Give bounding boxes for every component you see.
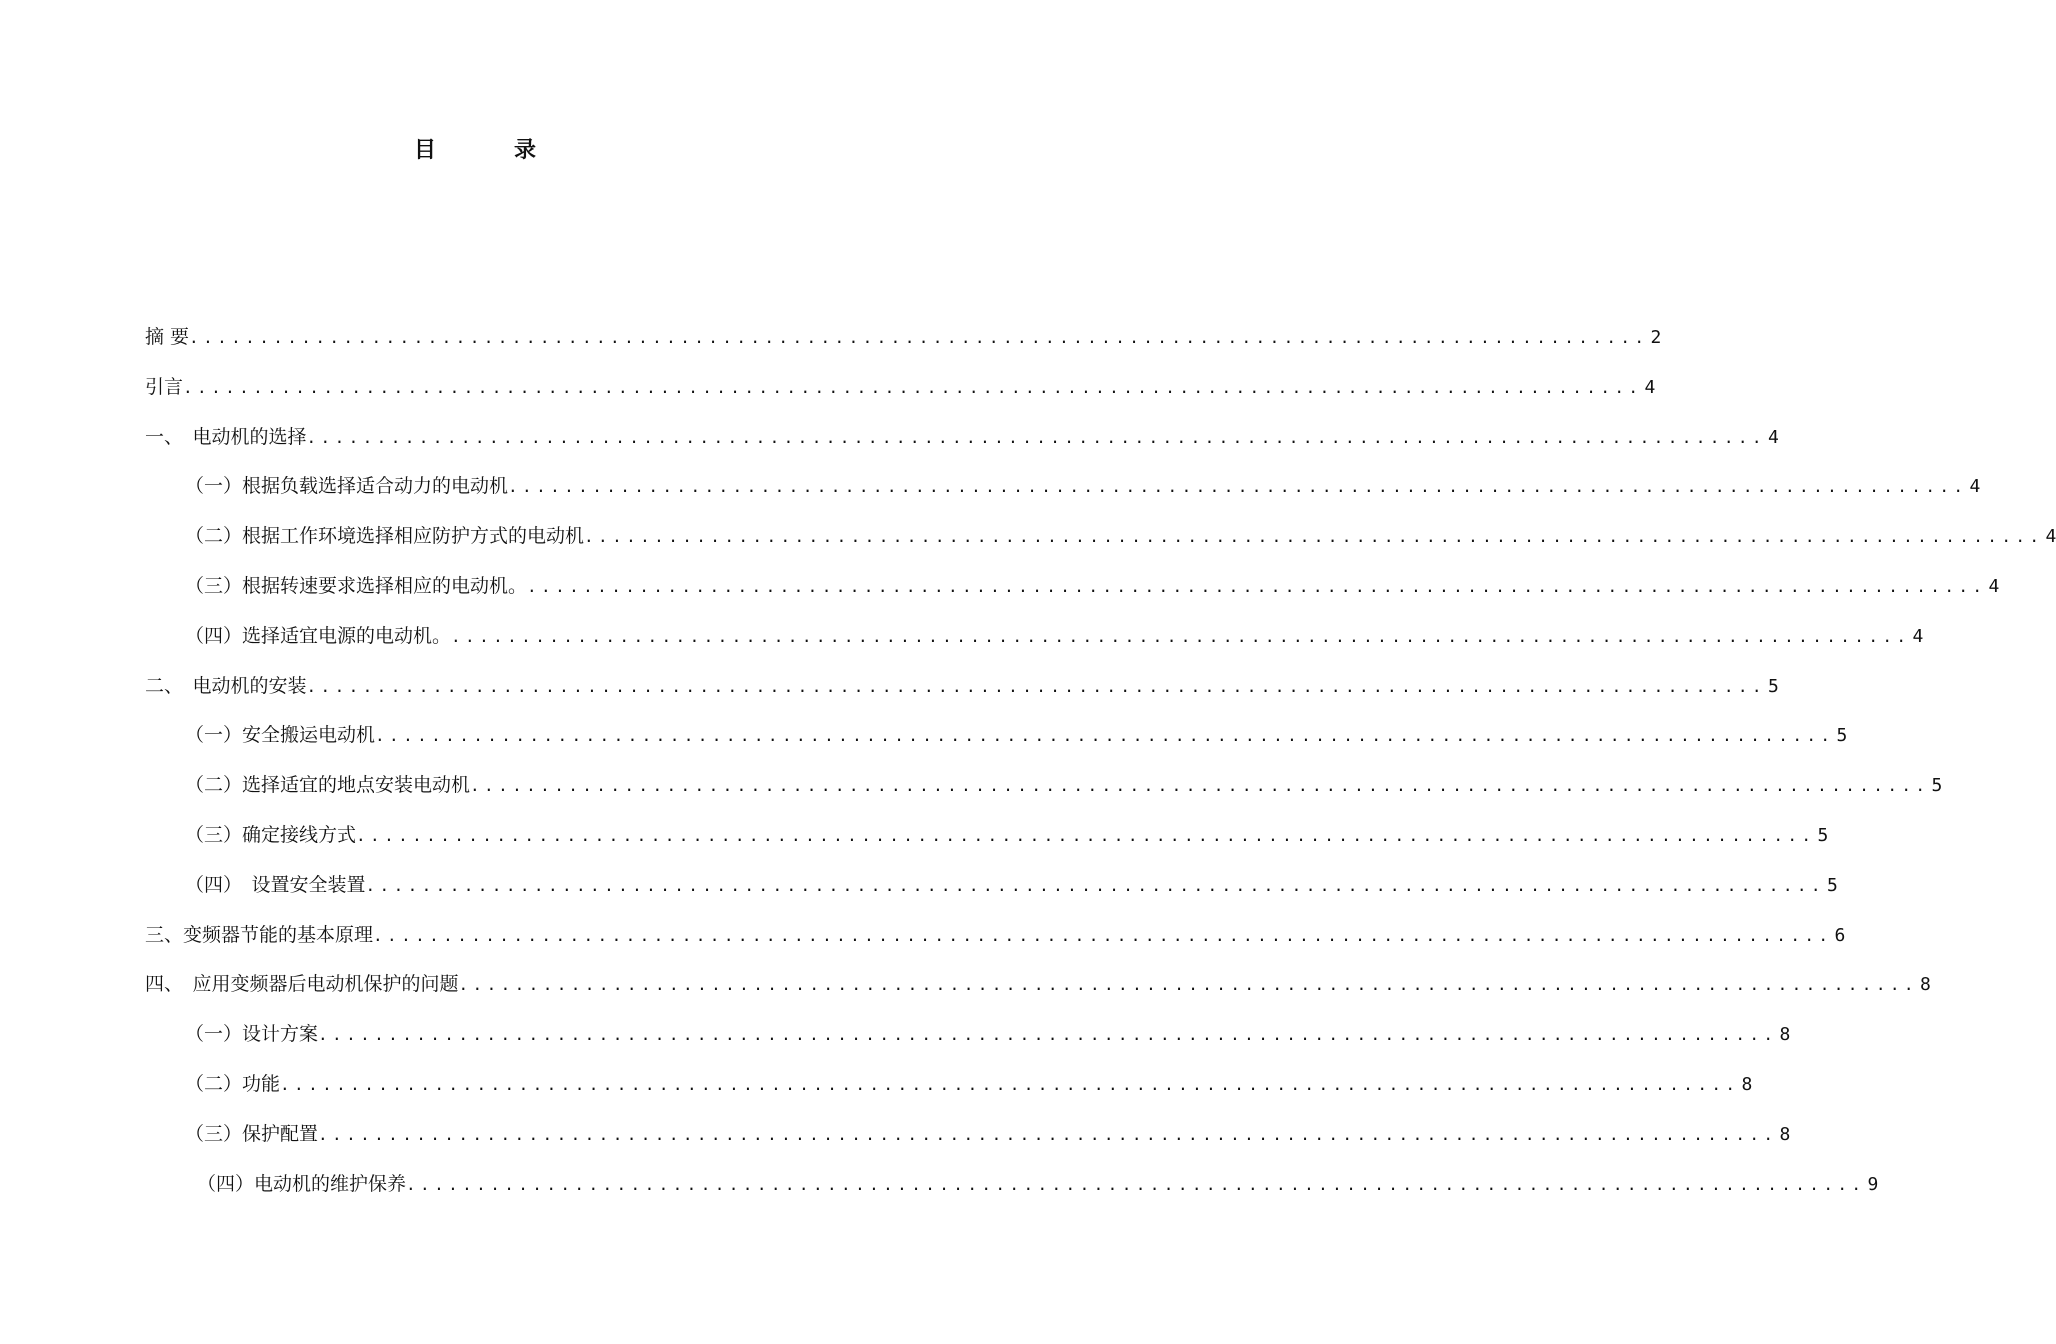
toc-entry-label: （二）功能 xyxy=(185,1072,281,1095)
toc-entry[interactable] xyxy=(145,1019,1791,1069)
toc-leader: ........................................................................................................ xyxy=(365,875,1825,895)
toc-entry-label: 四、 应用变频器后电动机保护的问题 xyxy=(145,973,459,996)
toc-leader: ........................................................................................................ xyxy=(451,626,1911,646)
toc-entry-label: （四）电动机的维护保养 xyxy=(197,1172,407,1195)
toc-entry-label: （三）保护配置 xyxy=(185,1122,319,1145)
toc-page-number: 4 xyxy=(2045,526,2056,548)
toc-page-number: 4 xyxy=(1912,625,1924,647)
toc-page-number: 5 xyxy=(1931,775,1943,797)
toc-page-number: 8 xyxy=(1741,1073,1753,1095)
toc-leader: ........................................................................................................ xyxy=(375,726,1835,746)
toc-leader: ........................................................................................................ xyxy=(306,676,1766,696)
toc-leader: ........................................................................................................ xyxy=(318,1124,1778,1144)
toc-page-number: 5 xyxy=(1767,675,1779,697)
toc-leader: ........................................................................................................ xyxy=(280,1074,1740,1094)
toc-leader: ........................................................................................................ xyxy=(527,576,1987,596)
toc-entry[interactable] xyxy=(145,422,1779,472)
toc-entry[interactable] xyxy=(145,1169,1879,1219)
toc-entry-label: （三）根据转速要求选择相应的电动机。 xyxy=(185,574,528,597)
toc-page-number: 4 xyxy=(1969,476,1981,498)
toc-entry-label: （四） 设置安全装置 xyxy=(185,873,366,896)
toc-leader: ........................................................................................................ xyxy=(458,975,1918,995)
toc-leader: ........................................................................................................ xyxy=(584,527,2044,547)
toc-entry[interactable] xyxy=(145,770,1943,820)
toc-entry[interactable] xyxy=(145,1069,1753,1119)
toc-entry[interactable] xyxy=(145,920,1846,970)
toc-list xyxy=(145,322,2056,1218)
toc-leader: ........................................................................................................ xyxy=(373,925,1833,945)
toc-page-number: 4 xyxy=(1767,426,1779,448)
toc-entry-label: 一、 电动机的选择 xyxy=(145,425,307,448)
toc-leader: ........................................................................................................ xyxy=(306,427,1766,447)
toc-entry[interactable] xyxy=(145,322,1662,372)
toc-leader: ........................................................................................................ xyxy=(406,1174,1866,1194)
toc-page-number: 4 xyxy=(1644,376,1656,398)
toc-leader: ........................................................................................................ xyxy=(318,1025,1778,1045)
toc-entry-label: （一）根据负载选择适合动力的电动机 xyxy=(185,475,509,498)
toc-entry-label: （一）设计方案 xyxy=(185,1023,319,1046)
toc-page-number: 5 xyxy=(1826,874,1838,896)
toc-entry[interactable] xyxy=(145,471,1981,521)
toc-entry[interactable] xyxy=(145,720,1848,770)
toc-leader: ........................................................................................................ xyxy=(470,776,1930,796)
toc-entry[interactable] xyxy=(145,1119,1791,1169)
toc-page-number: 6 xyxy=(1834,924,1846,946)
toc-entry-label: （二）选择适宜的地点安装电动机 xyxy=(185,774,471,797)
toc-entry-label: 摘 要 xyxy=(145,326,190,348)
toc-entry-label: 三、变频器节能的基本原理 xyxy=(145,923,374,946)
toc-page-number: 5 xyxy=(1836,725,1848,747)
toc-entry[interactable] xyxy=(145,820,1829,870)
toc-page-number: 8 xyxy=(1779,1123,1791,1145)
toc-entry-label: （三）确定接线方式 xyxy=(185,823,357,846)
toc-entry[interactable] xyxy=(145,571,2000,621)
toc-page-number: 5 xyxy=(1817,824,1829,846)
toc-entry-label: （二）根据工作环境选择相应防护方式的电动机 xyxy=(185,525,585,548)
toc-leader: ........................................................................................................ xyxy=(189,328,1649,347)
toc-leader: ........................................................................................................ xyxy=(356,825,1816,845)
toc-entry-label: 引言 xyxy=(145,375,184,398)
toc-entry[interactable] xyxy=(145,969,1931,1019)
toc-entry-label: 二、 电动机的安装 xyxy=(145,674,307,697)
toc-page-number: 2 xyxy=(1650,327,1662,348)
toc-entry[interactable] xyxy=(145,671,1779,721)
toc-leader: ........................................................................................................ xyxy=(508,477,1968,497)
toc-page-number: 8 xyxy=(1779,1024,1791,1046)
toc-page-number: 4 xyxy=(1988,575,2000,597)
toc-entry[interactable] xyxy=(145,621,1924,671)
toc-entry-label: （一）安全搬运电动机 xyxy=(185,724,376,747)
toc-entry[interactable] xyxy=(145,372,1656,422)
page-title: 目 录 xyxy=(413,138,564,163)
toc-entry[interactable] xyxy=(145,521,2056,571)
toc-page-number: 9 xyxy=(1867,1173,1879,1195)
toc-entry[interactable] xyxy=(145,870,1838,920)
toc-page-number: 8 xyxy=(1919,974,1931,996)
toc-leader: ........................................................................................................ xyxy=(183,377,1643,397)
toc-entry-label: （四）选择适宜电源的电动机。 xyxy=(185,624,452,647)
